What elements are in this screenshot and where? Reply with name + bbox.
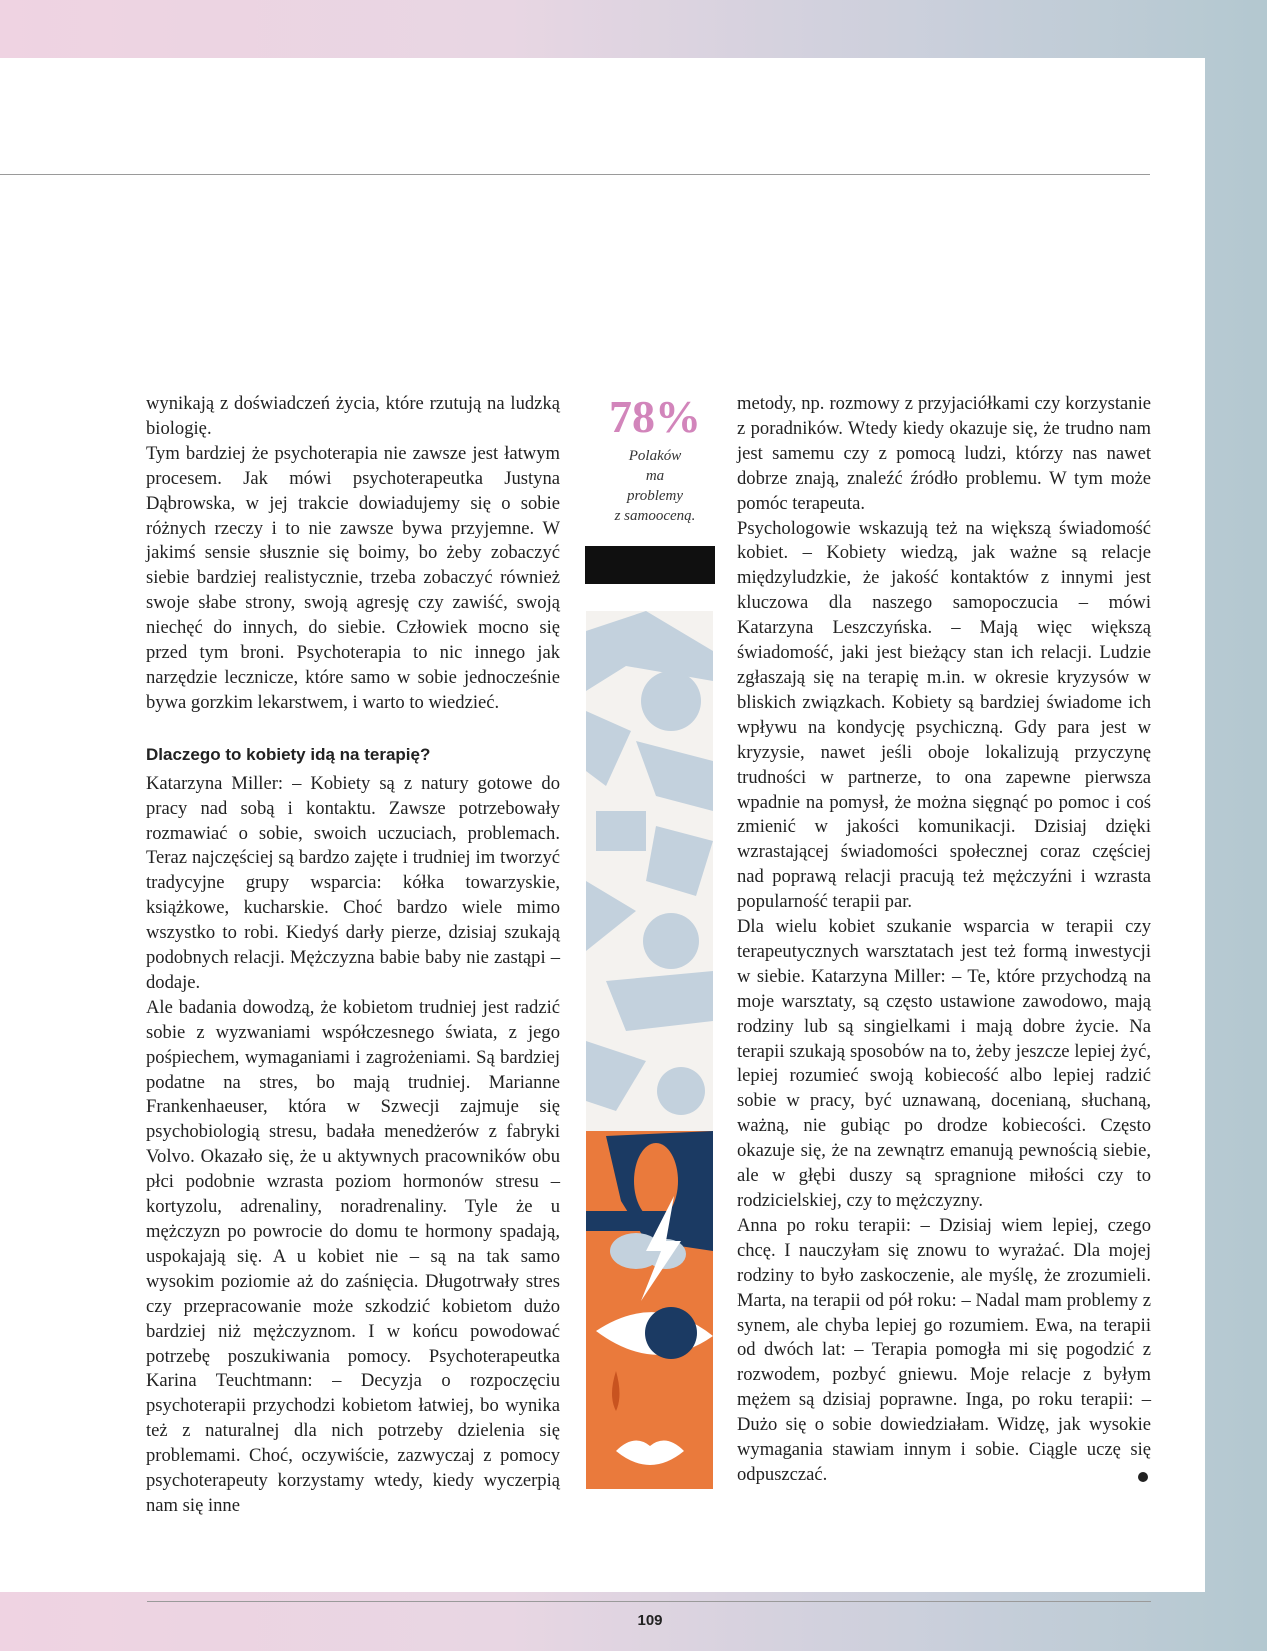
paragraph: Psychologowie wskazują też na większą świadomość kobiet. – Kobiety wiedzą, jak ważne są relacje międzyludzkie, że jakość kontaktów z innymi jest kluczowa dla naszego samopoczucia – mówi Katarzyna Leszczyńska. – Mają więc większą świadomość, jaki jest bieżący stan ich relacji. Ludzie zgłaszają się na terapię m.in. w okresie kryzysów w bliskich związkach. Kobiety są bardziej świadome ich wpływu na kondycję psychiczną. Gdy para jest w kryzysie, nawet jeśli oboje lokalizują przyczynę trudności w partnerze, to ona zapewne pierwsza wpadnie na pomysł, że można sięgnąć po pomoc i coś zmienić w jakości komunikacji. Dzisiaj dzięki wzrastającej świadomości społecznej coraz częściej nad poprawą relacji pracują też mężczyźni i wzrasta popularność terapii par. <box>737 517 1151 913</box>
magazine-page <box>0 58 1205 1629</box>
section-heading: Dlaczego to kobiety idą na terapię? <box>146 744 431 764</box>
top-rule <box>0 174 1150 175</box>
paragraph: Dla wielu kobiet szukanie wsparcia w terapii czy terapeutycznych warsztatach jest też formą inwestycji w siebie. Katarzyna Miller: – Te, które przychodzą na moje warsztaty, są często ustawione zawodowo, mają rodziny lub są singielkami i mają dobre życie. Na terapii szukają sposobów na to, żeby jeszcze lepiej żyć, lepiej rozumieć swoją kobiecość albo lepiej radzić sobie w pracy, być uznawaną, docenianą, słuchaną, ważną, nie gubiąc po drodze kobiecości. Często okazuje się, że na zewnątrz emanują pewnością siebie, ale w głębi duszy są spragnione miłości czy to rodzicielskiej, czy to mężczyzny. <box>737 916 1151 1211</box>
right-text-column <box>737 392 1151 1488</box>
stat-caption-line: problemy <box>626 488 684 504</box>
stat-number: 78% <box>609 391 701 442</box>
paragraph: metody, np. rozmowy z przyjaciółkami czy korzystanie z poradników. Wtedy kiedy okazuje się, że trudno nam jest samemu czy z pomocą ludzi, którzy nas nawet dobrze znają, znaleźć źródło problemu. W tym może pomóc terapeuta. <box>737 393 1151 514</box>
redaction-bar <box>585 546 715 584</box>
stat-caption <box>585 446 725 526</box>
stat-caption-line: Polaków <box>628 448 682 464</box>
paragraph: Ale badania dowodzą, że kobietom trudniej jest radzić sobie z wyzwaniami współczesnego świata, z jego pośpiechem, wymaganiami i zagrożeniami. Są bardziej podatne na stres, bo mają trudniej. Marianne Frankenhaeuser, która w Szwecji zajmuje się psychobiologią stresu, badała menedżerów z fabryki Volvo. Okazało się, że u aktywnych pracowników obu płci podobnie wzrasta poziom hormonów stresu – kortyzolu, adrenaliny, noradrenaliny. Tyle że u mężczyzn po powrocie do domu te hormony spadają, uspokajają się. A u kobiet nie – są na tak samo wysokim poziomie aż do zaśnięcia. Długotrwały stres czy przepracowanie może szkodzić kobietom dużo bardziej niż mężczyznom. I w końcu powodować potrzebę poszukiwania pomocy. Psychoterapeutka Karina Teuchtmann: – Decyzja o rozpoczęciu psychoterapii przychodzi kobietom łatwiej, bo wynika też z naturalnej dla nich potrzeby dzielenia się problemami. Choć, oczywiście, zazwyczaj z pomocy psychoterapeuty korzystamy wtedy, kiedy wyczerpią nam się inne <box>146 996 560 1516</box>
illustration-strip <box>586 611 713 1489</box>
stat-caption-line: ma <box>645 468 665 484</box>
stat-caption-line: z samooceną. <box>614 508 696 524</box>
page-number: 109 <box>637 1612 663 1629</box>
paragraph: wynikają z doświadczeń życia, które rzutują na ludzką biologię. <box>146 393 560 439</box>
bottom-rule <box>147 1601 1151 1602</box>
end-of-article-dot <box>1138 1472 1148 1482</box>
paragraph: Katarzyna Miller: – Kobiety są z natury gotowe do pracy nad sobą i kontaktu. Zawsze potrzebowały rozmawiać o sobie, swoich uczuciach, problemach. Teraz najczęściej są bardzo zajęte i trudniej im tworzyć tradycyjne grupy wsparcia: kółka towarzyskie, książkowe, kucharskie. Choć bardzo wiele mimo wszystko to robi. Kiedyś darły pierze, dzisiaj szukają podobnych relacji. Mężczyzna babie baby nie zastąpi – dodaje. <box>146 772 560 993</box>
paragraph: Tym bardziej że psychoterapia nie zawsze jest łatwym procesem. Jak mówi psychoterapeutka Justyna Dąbrowska, w jej trakcie dowiadujemy się o sobie różnych rzeczy i to nie zawsze bywa przyjemne. W jakimś sensie słusznie się boimy, bo żeby zobaczyć siebie bardziej realistycznie, trzeba zobaczyć również swoje słabe strony, swoją agresję czy zawiść, swoją niechęć do innych, do siebie. Człowiek mocno się przed tym broni. Psychoterapia to nic innego jak narzędzie lecznicze, które samo w sobie jednocześnie bywa gorzkim lekarstwem, i warto to wiedzieć. <box>146 442 560 713</box>
left-text-column <box>146 392 560 1519</box>
paragraph: Anna po roku terapii: – Dzisiaj wiem lepiej, czego chcę. I nauczyłam się znowu to wyrażać. Dla mojej rodziny to było zaskoczenie, ale myślę, że zrozumieli. Marta, na terapii od pół roku: – Nadal mam problemy z synem, ale chyba lepiej go rozumiem. Ewa, na terapii od dwóch lat: – Terapia pomogła mi się pogodzić z rozwodem, pozbyć gniewu. Moje relacje z byłym mężem są dzisiaj poprawne. Inga, po roku terapii: – Dużo się o sobie dowiedziałam. Widzę, jak wysokie wymagania stawiam innym i sobie. Ciągle uczę się odpuszczać. <box>737 1214 1151 1485</box>
